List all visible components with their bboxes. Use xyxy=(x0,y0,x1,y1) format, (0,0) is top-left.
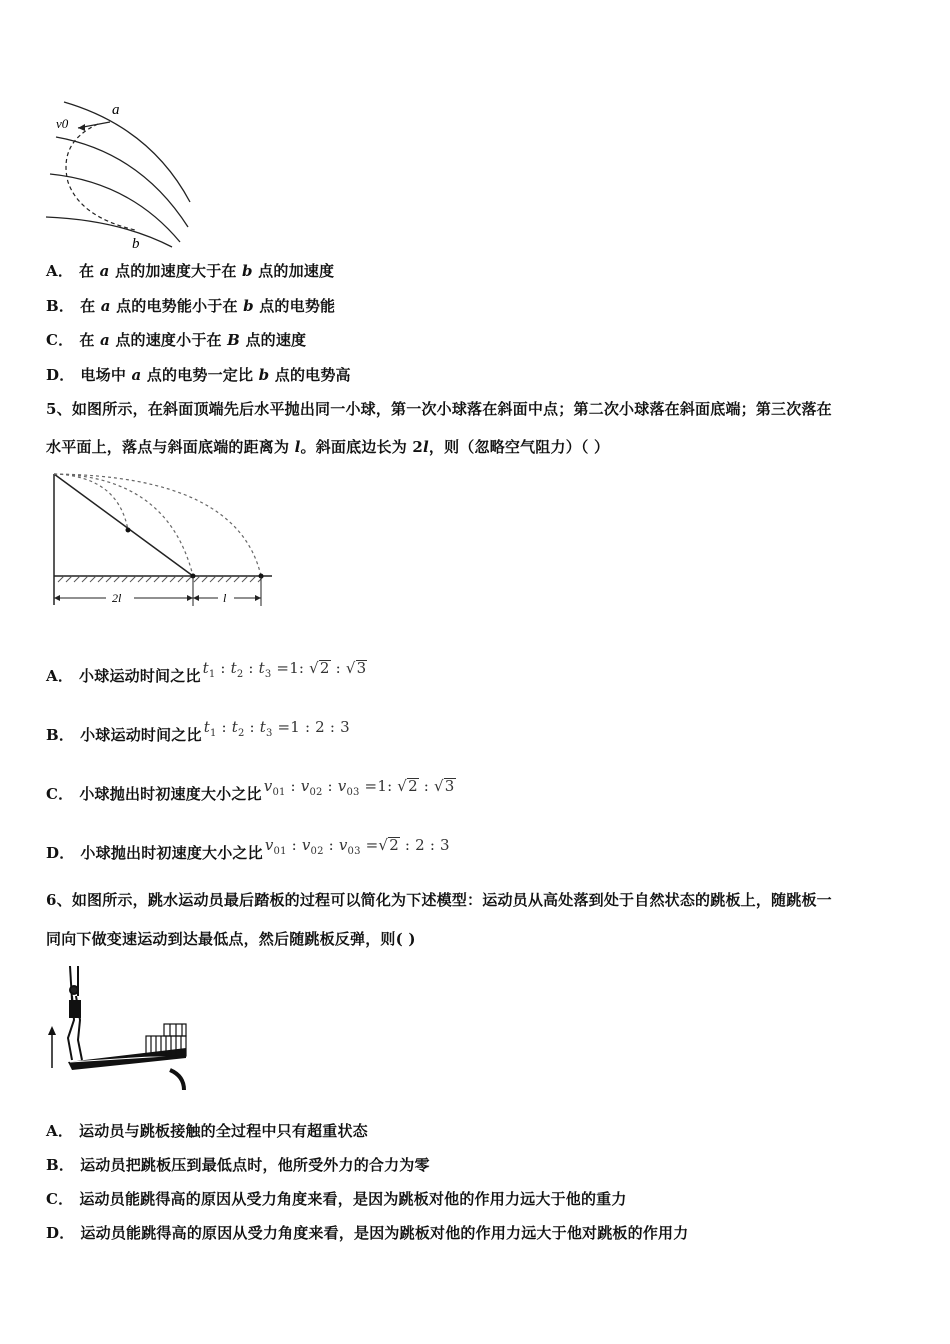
ratio-formula: $v_{01}$ : $v_{02}$ : $v_{03} =1$: √2 : √3 xyxy=(263,777,455,798)
field-lines-figure xyxy=(40,92,200,252)
q5-option-a[interactable]: A． 小球运动时间之比 $t_1$ : $t_2$ : $t_3 =1$: √2 : √3 xyxy=(46,659,367,685)
q5-option-d[interactable]: D． 小球抛出时初速度大小之比 $v_{01}$ : $v_{02}$ : $v_{03} =√2$ : 2 : 3 xyxy=(46,836,450,862)
q6-option-c[interactable]: C． 运动员能跳得高的原因从受力角度来看，是因为跳板对他的作用力远大于他的重力 xyxy=(46,1190,627,1208)
ratio-formula: $t_1$ : $t_2$ : $t_3 =1$: √2 : √3 xyxy=(202,659,367,680)
ratio-formula: $v_{01}$ : $v_{02}$ : $v_{03} =√2$ : 2 : 3 xyxy=(264,836,450,857)
q6-stem-line2: 同向下做变速运动到达最低点，然后随跳板反弹，则( ) xyxy=(46,930,416,948)
q6-option-b[interactable]: B． 运动员把跳板压到最低点时，他所受外力的合力为零 xyxy=(46,1156,430,1174)
q4-option-a[interactable]: A． 在 a 点的加速度大于在 b 点的加速度 xyxy=(46,262,335,280)
q4-option-c[interactable]: C． 在 a 点的速度小于在 B 点的速度 xyxy=(46,331,307,349)
label-l: l xyxy=(223,591,227,605)
q6-option-d[interactable]: D． 运动员能跳得高的原因从受力角度来看，是因为跳板对他的作用力远大于他对跳板的作用力 xyxy=(46,1224,689,1242)
q6-option-a[interactable]: A． 运动员与跳板接触的全过程中只有超重状态 xyxy=(46,1122,368,1140)
q5-stem-line1: 5、如图所示，在斜面顶端先后水平抛出同一小球，第一次小球落在斜面中点；第二次小球落在斜面底端；第三次落在 xyxy=(46,400,832,418)
q5-stem-line2: 水平面上，落点与斜面底端的距离为 l。斜面底边长为 2l，则（忽略空气阻力）（ ） xyxy=(46,438,610,456)
label-v0: v0 xyxy=(56,116,69,131)
q5-option-b[interactable]: B． 小球运动时间之比 $t_1$ : $t_2$ : $t_3 =1$ : 2 : 3 xyxy=(46,718,350,744)
label-a: a xyxy=(112,102,120,118)
incline-projectile-figure xyxy=(48,470,278,615)
ratio-formula: $t_1$ : $t_2$ : $t_3 =1$ : 2 : 3 xyxy=(203,718,350,739)
diver-springboard-figure xyxy=(46,960,196,1100)
q5-option-c[interactable]: C． 小球抛出时初速度大小之比 $v_{01}$ : $v_{02}$ : $v_{03} =1$: √2 : √3 xyxy=(46,777,455,803)
q6-stem-line1: 6、如图所示，跳水运动员最后踏板的过程可以简化为下述模型：运动员从高处落到处于自然状态的跳板上，随跳板一 xyxy=(46,891,832,909)
label-2l: 2l xyxy=(112,591,122,605)
q4-option-b[interactable]: B． 在 a 点的电势能小于在 b 点的电势能 xyxy=(46,297,336,315)
q4-option-d[interactable]: D． 电场中 a 点的电势一定比 b 点的电势高 xyxy=(46,366,351,384)
label-b: b xyxy=(132,236,140,252)
